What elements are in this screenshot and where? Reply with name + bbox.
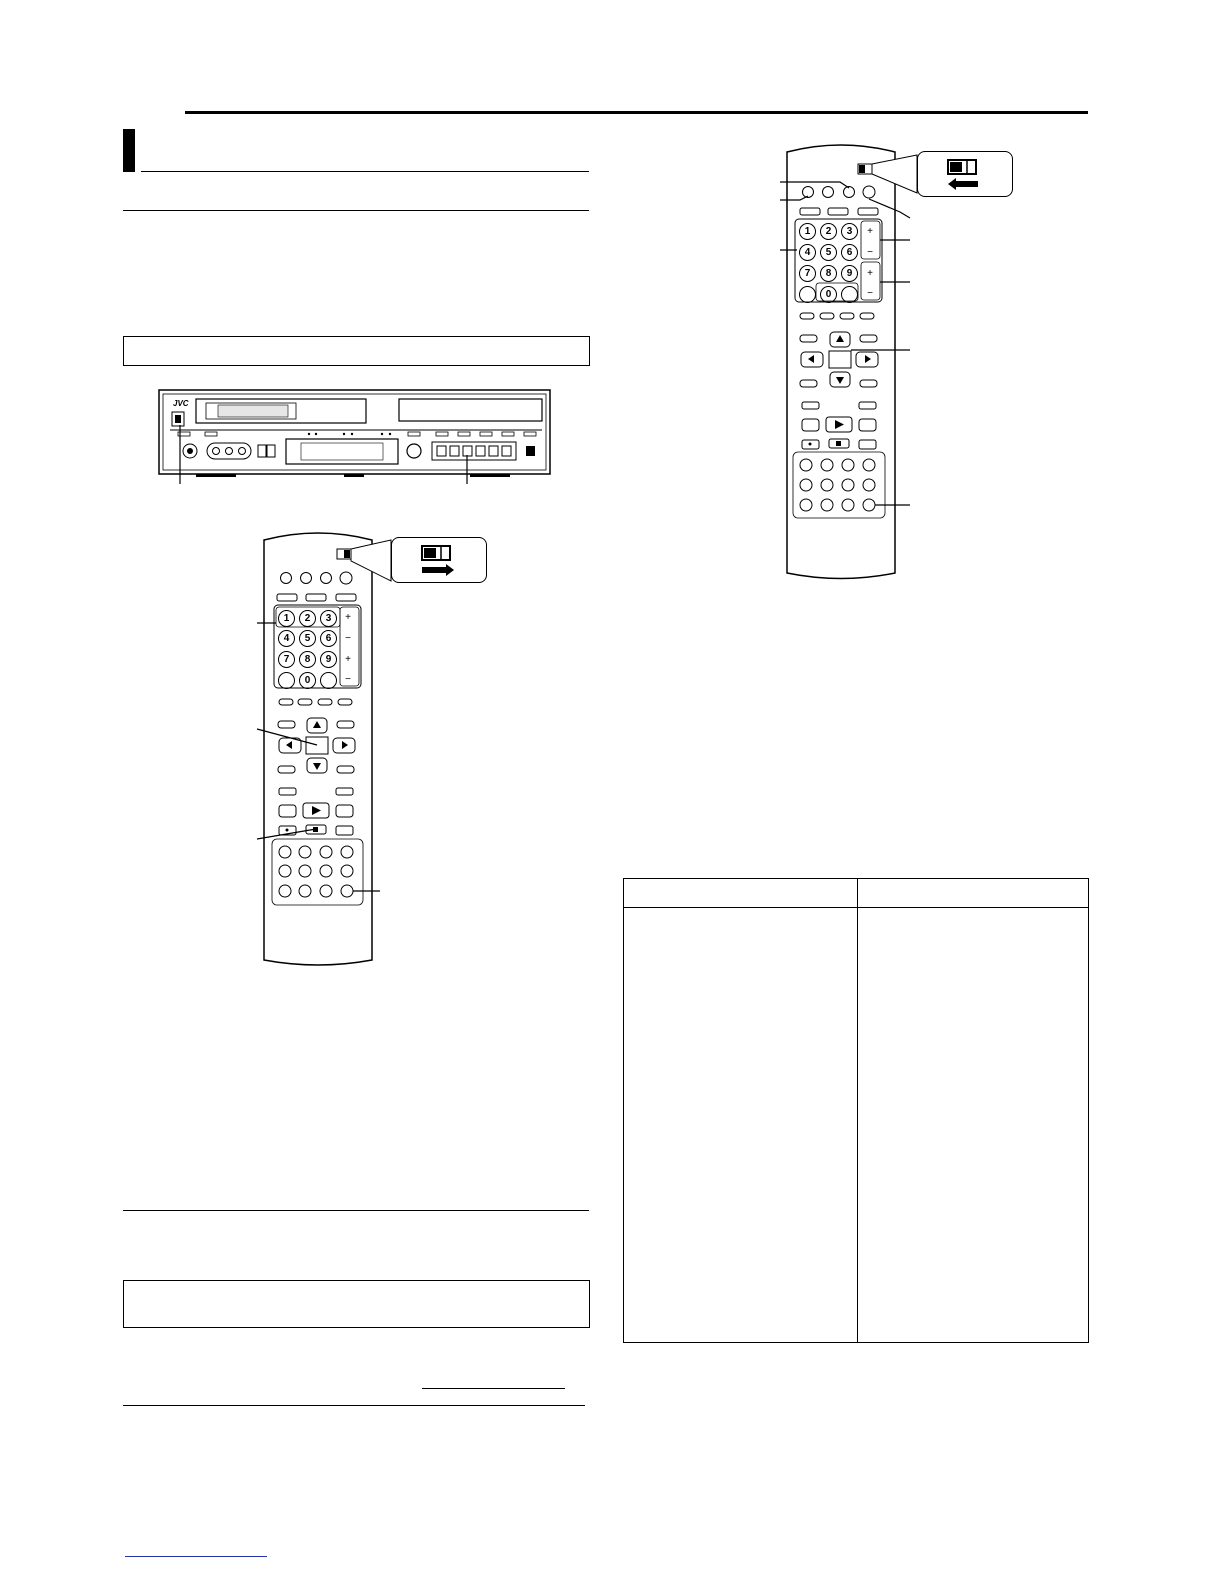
- svg-text:−: −: [867, 288, 873, 299]
- table-header-2: [858, 879, 1089, 908]
- key-9[interactable]: 9: [320, 651, 337, 668]
- svg-text:+: +: [867, 226, 873, 237]
- key-4[interactable]: 4: [278, 630, 295, 647]
- svg-text:+: +: [345, 654, 351, 665]
- key-3[interactable]: 3: [320, 610, 337, 627]
- key-7[interactable]: 7: [799, 265, 816, 282]
- brand-logo: JVC: [173, 399, 189, 408]
- key-2[interactable]: 2: [299, 610, 316, 627]
- key-4[interactable]: 4: [799, 244, 816, 261]
- svg-text:−: −: [867, 247, 873, 258]
- key-1[interactable]: 1: [278, 610, 295, 627]
- key-5[interactable]: 5: [299, 630, 316, 647]
- table-header-1: [624, 879, 858, 908]
- table-cell: [858, 908, 1089, 1343]
- svg-text:+: +: [867, 268, 873, 279]
- switch-left-icon: [946, 160, 986, 192]
- table-cell: [624, 908, 858, 1343]
- key-blank-right[interactable]: [841, 286, 858, 303]
- key-6[interactable]: 6: [841, 244, 858, 261]
- key-blank-left[interactable]: [799, 286, 816, 303]
- key-0[interactable]: 0: [820, 286, 837, 303]
- spec-table: [623, 878, 1089, 1343]
- key-5[interactable]: 5: [820, 244, 837, 261]
- svg-text:−: −: [345, 674, 351, 685]
- remote-right-switch-callout: [917, 151, 1013, 197]
- key-0[interactable]: 0: [299, 672, 316, 689]
- key-8[interactable]: 8: [820, 265, 837, 282]
- blank-underline: [422, 1388, 565, 1389]
- key-9[interactable]: 9: [841, 265, 858, 282]
- key-1[interactable]: 1: [799, 223, 816, 240]
- key-8[interactable]: 8: [299, 651, 316, 668]
- divider-3: [123, 1405, 585, 1406]
- note-box: [123, 1280, 590, 1328]
- key-2[interactable]: 2: [820, 223, 837, 240]
- footer-link[interactable]: [125, 1556, 267, 1557]
- svg-text:−: −: [345, 633, 351, 644]
- key-7[interactable]: 7: [278, 651, 295, 668]
- key-3[interactable]: 3: [841, 223, 858, 240]
- divider-2: [123, 1210, 589, 1211]
- key-6[interactable]: 6: [320, 630, 337, 647]
- svg-text:+: +: [345, 612, 351, 623]
